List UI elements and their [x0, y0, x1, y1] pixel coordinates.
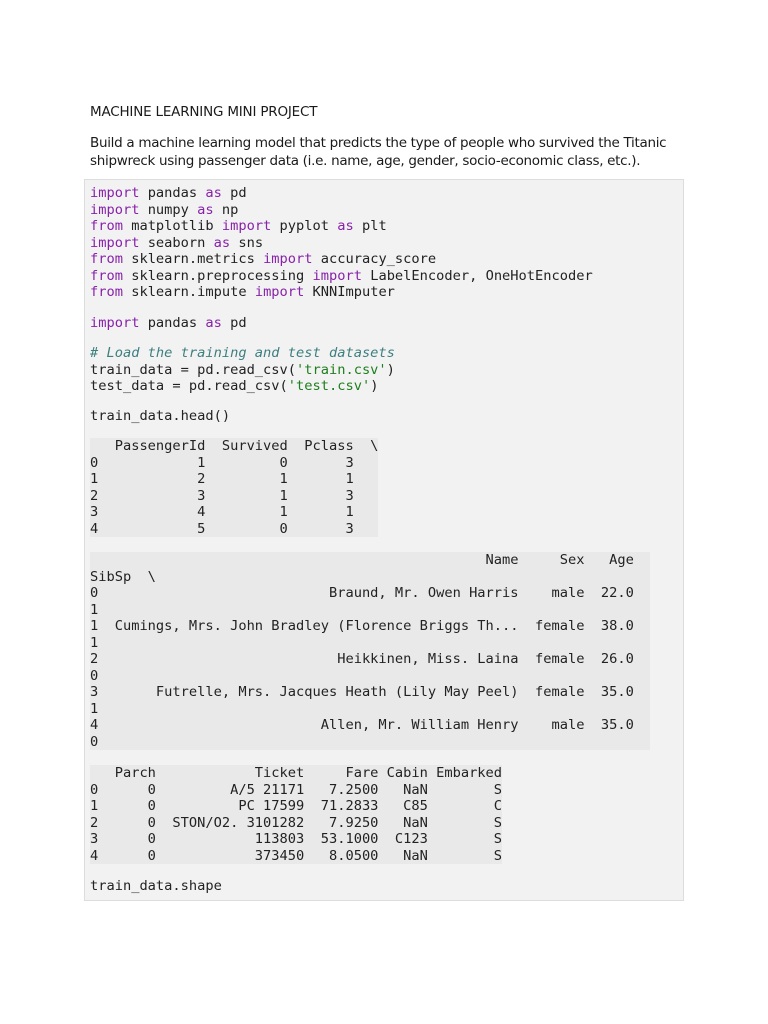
- head-output-columns-3: Parch Ticket Fare Cabin Embarked 0 0 A/5 21171 7.2500 NaN S 1 0 PC 17599 71.2833 C85 C 2 0 STON/O2. 3101282 7.9250 NaN S 3 0 113803 53.1000 C123 S 4 0 373450 8.0500 NaN S: [90, 765, 503, 864]
- import-pandas-code: import pandas as pd: [90, 315, 247, 331]
- head-output-columns-1: PassengerId Survived Pclass \ 0 1 0 3 1 2 1 1 2 3 1 3 3 4 1 1 4 5 0 3: [90, 438, 379, 537]
- load-data-code: # Load the training and test datasets train_data = pd.read_csv('train.csv') test_data = pd.read_csv('test.csv'): [90, 345, 395, 394]
- page-title: MACHINE LEARNING MINI PROJECT: [90, 104, 318, 120]
- shape-call-code: train_data.shape: [90, 878, 222, 894]
- project-description: Build a machine learning model that predicts the type of people who survived the Titanic shipwreck using passenger data (i.e. name, age, gender, socio-economic class, etc.).: [90, 135, 667, 169]
- head-output-columns-2: Name Sex Age SibSp \ 0 Braund, Mr. Owen Harris male 22.0 1 1 Cumings, Mrs. John Bradley (Florence Briggs Th... female 38.0 1 2 Heikkinen, Miss. Laina female 26.0 0 3 Futrelle, Mrs. Jacques Heath (Lily May Peel) female 35.0 1 4 Allen, Mr. William Henry male 35.0 0: [90, 552, 650, 750]
- head-call-code: train_data.head(): [90, 408, 231, 424]
- imports-code: import pandas as pd import numpy as np from matplotlib import pyplot as plt import seaborn as sns from sklearn.metrics import accuracy_score from sklearn.preprocessing import LabelEncoder, OneHotEncoder from sklearn.impute import KNNImputer: [90, 185, 593, 300]
